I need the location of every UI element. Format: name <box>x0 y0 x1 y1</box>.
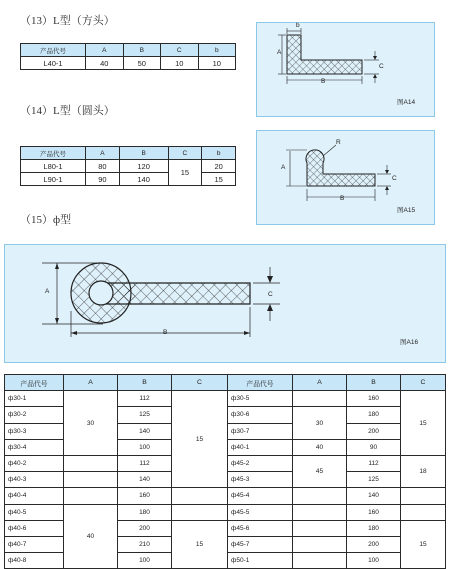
table-row <box>21 57 236 70</box>
cell-b: 112 <box>118 455 172 471</box>
cell-a <box>293 488 347 504</box>
cell-a <box>293 504 347 520</box>
section-14-heading: （14）L型（圆头） <box>20 105 115 117</box>
cell-a <box>293 520 347 536</box>
cell-c <box>172 488 228 504</box>
cell-a-group: 30 <box>64 391 118 456</box>
cell-code: ф30-6 <box>228 407 293 423</box>
cell-code: L90-1 <box>21 173 86 186</box>
cell-code: ф45-2 <box>228 455 293 471</box>
cell-a <box>293 391 347 407</box>
cell-c-group: 15 <box>172 391 228 488</box>
phi-table <box>4 374 446 569</box>
col-a-left: A <box>64 375 118 391</box>
l-square-table <box>20 43 236 70</box>
cell-a: 80 <box>86 160 120 173</box>
col-b: B <box>123 44 161 57</box>
cell-c <box>172 504 228 520</box>
cell-code: ф45-5 <box>228 504 293 520</box>
dim-big-b-label: B <box>321 78 326 85</box>
cell-a-group: 30 <box>293 407 347 439</box>
cell-a-group: 45 <box>293 455 347 487</box>
col-a: A <box>86 44 124 57</box>
table-row <box>5 504 446 520</box>
cell-code: ф30-2 <box>5 407 64 423</box>
l-round-table <box>20 146 236 186</box>
cell-b: 125 <box>347 472 401 488</box>
cell-c-group: 15 <box>172 520 228 569</box>
dim-c-label: C <box>392 175 397 182</box>
cell-b: 140 <box>118 472 172 488</box>
cell-b: 200 <box>118 520 172 536</box>
cell-small-b: 20 <box>202 160 236 173</box>
cell-code: ф40-8 <box>5 553 64 569</box>
dim-a-label: A <box>281 164 286 171</box>
cell-b: 180 <box>118 504 172 520</box>
cell-a <box>64 472 118 488</box>
cell-a: 40 <box>293 439 347 455</box>
col-c-right: C <box>401 375 446 391</box>
table-header-row <box>21 44 236 57</box>
cell-a-group: 40 <box>64 504 118 569</box>
table-header-row <box>21 147 236 160</box>
section-15-heading: （15）ф型 <box>20 214 72 226</box>
dim-r-label: R <box>336 139 341 146</box>
figure-a14-label: 图A14 <box>397 99 416 106</box>
cell-c-group: 15 <box>401 520 446 569</box>
table-header-row <box>5 375 446 391</box>
cell-code: ф40-2 <box>5 455 64 471</box>
cell-code: ф40-5 <box>5 504 64 520</box>
figure-a15-label: 图A15 <box>397 207 416 214</box>
cell-b: 160 <box>347 391 401 407</box>
col-b-left: B <box>118 375 172 391</box>
dim-a-label: A <box>277 49 282 56</box>
cell-code: ф30-5 <box>228 391 293 407</box>
cell-code: ф40-7 <box>5 536 64 552</box>
cell-b: 180 <box>347 520 401 536</box>
cell-b: 140 <box>119 173 168 186</box>
dim-a-label: A <box>45 288 50 295</box>
cell-code: ф40-3 <box>5 472 64 488</box>
cell-b: 100 <box>118 553 172 569</box>
col-code-right: 产品代号 <box>228 375 293 391</box>
table-row <box>5 488 446 504</box>
cell-b: 112 <box>347 455 401 471</box>
table-row <box>21 173 236 186</box>
cell-b: 160 <box>347 504 401 520</box>
col-c-left: C <box>172 375 228 391</box>
cell-b: 112 <box>118 391 172 407</box>
cell-code: ф30-4 <box>5 439 64 455</box>
figure-a14-panel <box>256 22 435 117</box>
cell-b: 100 <box>347 553 401 569</box>
dim-c-label: C <box>268 291 273 298</box>
table-row <box>21 160 236 173</box>
col-small-b: b <box>198 44 236 57</box>
cell-code: ф45-4 <box>228 488 293 504</box>
cell-code: ф30-1 <box>5 391 64 407</box>
cell-c-group: 18 <box>401 455 446 487</box>
cell-c: 10 <box>161 57 199 70</box>
cell-b: 160 <box>118 488 172 504</box>
col-small-b: b <box>202 147 236 160</box>
cell-code: ф50-1 <box>228 553 293 569</box>
figure-a16-label: 图A16 <box>400 339 419 346</box>
section-13-heading: （13）L型（方头） <box>20 15 115 27</box>
cell-a <box>293 553 347 569</box>
cell-a: 90 <box>86 173 120 186</box>
figure-a15-panel <box>256 130 435 225</box>
dim-big-b-label: B <box>340 195 345 202</box>
cell-b: 125 <box>118 407 172 423</box>
col-code: 产品代号 <box>21 147 86 160</box>
cell-b: 180 <box>347 407 401 423</box>
cell-a <box>64 488 118 504</box>
cell-small-b: 15 <box>202 173 236 186</box>
col-b: B <box>119 147 168 160</box>
table-row <box>5 391 446 407</box>
cell-b: 210 <box>118 536 172 552</box>
cell-b: 140 <box>118 423 172 439</box>
cell-code: ф40-1 <box>228 439 293 455</box>
cell-code: ф40-6 <box>5 520 64 536</box>
col-c: C <box>168 147 202 160</box>
cell-c-group: 15 <box>401 391 446 456</box>
cell-a <box>64 455 118 471</box>
cell-code: ф45-3 <box>228 472 293 488</box>
col-b-right: B <box>347 375 401 391</box>
cell-code: ф45-6 <box>228 520 293 536</box>
cell-b: 90 <box>347 439 401 455</box>
cell-c <box>401 504 446 520</box>
dim-big-b-label: B <box>163 329 168 336</box>
phi-drawing <box>5 245 447 364</box>
cell-code: ф45-7 <box>228 536 293 552</box>
col-a: A <box>86 147 120 160</box>
cell-b: 140 <box>347 488 401 504</box>
cell-a: 40 <box>86 57 124 70</box>
cell-a <box>293 536 347 552</box>
cell-small-b: 10 <box>198 57 236 70</box>
col-code-left: 产品代号 <box>5 375 64 391</box>
dim-b-label: b <box>296 22 300 29</box>
dim-c-label: C <box>379 63 384 70</box>
cell-code: ф30-3 <box>5 423 64 439</box>
cell-b: 120 <box>119 160 168 173</box>
cell-c <box>401 488 446 504</box>
figure-a16-panel <box>4 244 446 363</box>
col-a-right: A <box>293 375 347 391</box>
cell-b: 100 <box>118 439 172 455</box>
cell-code: L80-1 <box>21 160 86 173</box>
cell-b: 50 <box>123 57 161 70</box>
cell-code: ф40-4 <box>5 488 64 504</box>
col-code: 产品代号 <box>21 44 86 57</box>
cell-b: 200 <box>347 536 401 552</box>
col-c: C <box>161 44 199 57</box>
cell-code: ф30-7 <box>228 423 293 439</box>
cell-code: L40-1 <box>21 57 86 70</box>
cell-c-shared: 15 <box>168 160 202 186</box>
cell-b: 200 <box>347 423 401 439</box>
